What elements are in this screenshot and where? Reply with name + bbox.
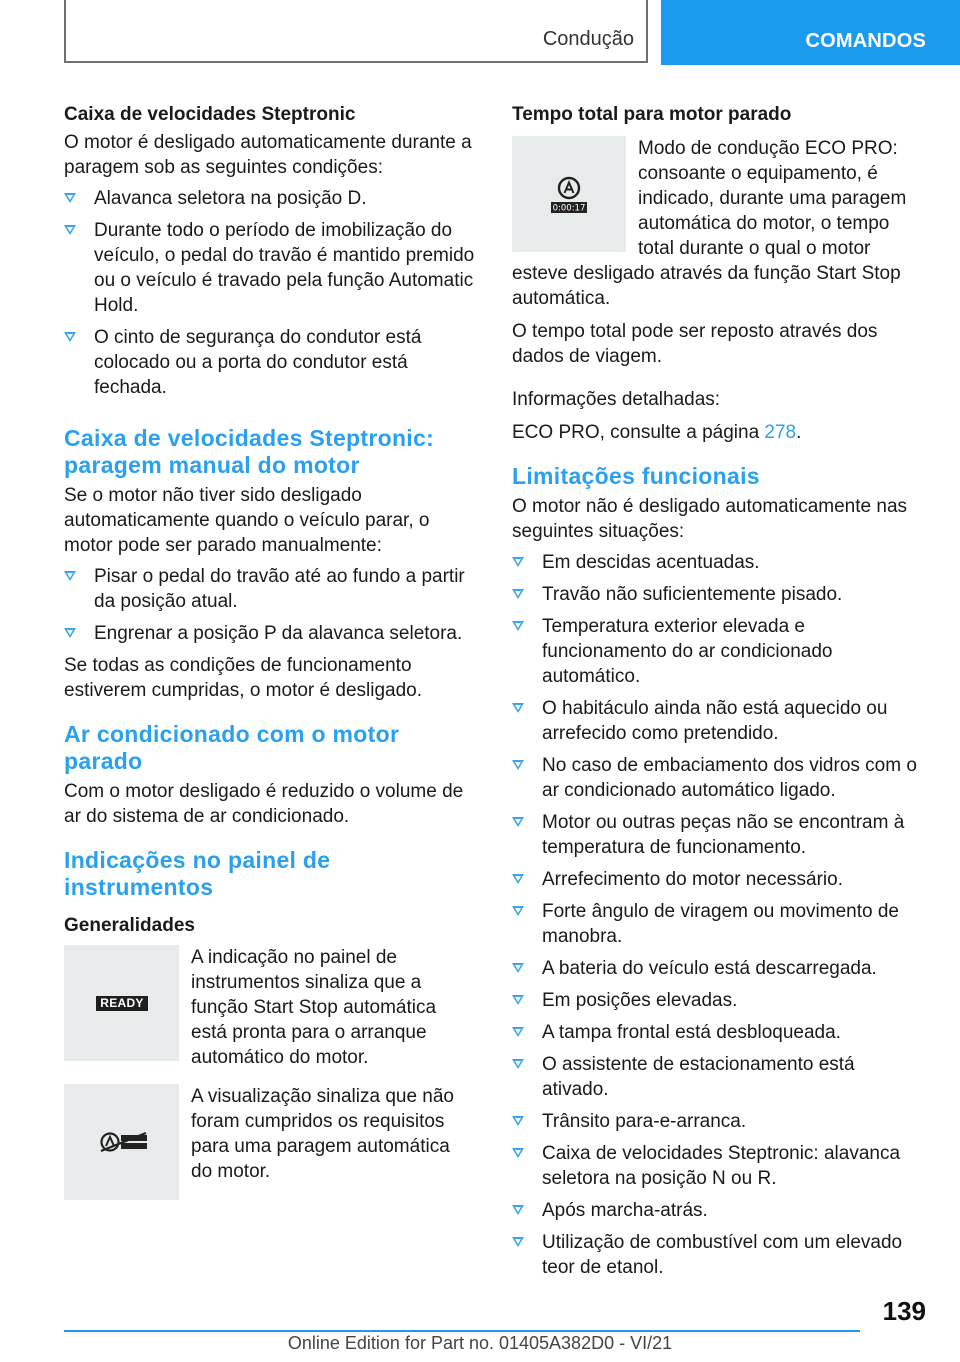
triangle-bullet-icon bbox=[512, 1059, 524, 1069]
list-item: Forte ângulo de viragem ou movimento de manobra. bbox=[512, 899, 926, 949]
header-chapter-tab bbox=[661, 0, 960, 65]
triangle-bullet-icon bbox=[64, 571, 76, 581]
triangle-bullet-icon bbox=[512, 1205, 524, 1215]
list-item: Arrefecimento do motor necessário. bbox=[512, 867, 926, 892]
manual-stop-list bbox=[64, 564, 476, 646]
triangle-bullet-icon bbox=[512, 760, 524, 770]
header-section-tab bbox=[64, 0, 648, 63]
ready-badge: READY bbox=[96, 996, 148, 1011]
total-time-heading: Tempo total para motor parado bbox=[512, 104, 792, 125]
left-column bbox=[64, 102, 476, 1206]
general-subheading: Generalidades bbox=[64, 915, 195, 936]
start-stop-figure-block bbox=[64, 1084, 476, 1206]
auto-start-stop-icon bbox=[549, 174, 589, 214]
steptronic-heading: Caixa de velocidades Steptronic bbox=[64, 104, 356, 125]
list-item: Temperatura exterior elevada e funcionamento do ar condicionado automático. bbox=[512, 614, 926, 689]
reset-text: O tempo total pode ser reposto através dos dados de viagem. bbox=[512, 321, 878, 367]
footer-divider bbox=[64, 1330, 860, 1332]
triangle-bullet-icon bbox=[64, 628, 76, 638]
triangle-bullet-icon bbox=[64, 332, 76, 342]
list-item: Engrenar a posição P da alavanca seletora. bbox=[64, 621, 476, 646]
start-stop-unavailable-image bbox=[64, 1084, 179, 1200]
list-item: Durante todo o período de imobilização do veículo, o pedal do travão é mantido premido ou o veículo é travado pela função Automatic Hold. bbox=[64, 218, 476, 318]
ready-description: A indicação no painel de instrumentos sinaliza que a função Start Stop automática está pronta para o arranque automático do motor. bbox=[191, 947, 437, 1068]
eco-timer-image bbox=[512, 136, 626, 252]
manual-stop-heading: Caixa de velocidades Steptronic: paragem manual do motor bbox=[64, 425, 435, 478]
triangle-bullet-icon bbox=[512, 995, 524, 1005]
list-item: A tampa frontal está desbloqueada. bbox=[512, 1020, 926, 1045]
eco-description: Modo de condução ECO PRO: consoante o equipamento, é indicado, durante uma paragem automática do motor, o tempo total durante o qual o motor esteve desligado através da função Start Stop automática. bbox=[512, 138, 907, 309]
list-item: Pisar o pedal do travão até ao fundo a partir da posição atual. bbox=[64, 564, 476, 614]
triangle-bullet-icon bbox=[512, 557, 524, 567]
triangle-bullet-icon bbox=[512, 589, 524, 599]
ready-indicator-image bbox=[64, 945, 179, 1061]
list-item: O cinto de segurança do condutor está colocado ou a porta do condutor está fechada. bbox=[64, 325, 476, 400]
triangle-bullet-icon bbox=[64, 225, 76, 235]
manual-stop-outro: Se todas as condições de funcionamento estiverem cumpridas, o motor é desligado. bbox=[64, 655, 422, 701]
triangle-bullet-icon bbox=[512, 906, 524, 916]
triangle-bullet-icon bbox=[512, 621, 524, 631]
ac-heading: Ar condicionado com o motor parado bbox=[64, 721, 400, 774]
triangle-bullet-icon bbox=[512, 703, 524, 713]
list-item: Caixa de velocidades Steptronic: alavanca seletora na posição N ou R. bbox=[512, 1141, 926, 1191]
list-item: O habitáculo ainda não está aquecido ou arrefecido como pretendido. bbox=[512, 696, 926, 746]
list-item: Alavanca seletora na posição D. bbox=[64, 186, 476, 211]
page-number: 139 bbox=[882, 1296, 926, 1326]
triangle-bullet-icon bbox=[512, 1237, 524, 1247]
page-link-278[interactable]: 278 bbox=[764, 422, 797, 443]
info-reference: ECO PRO, consulte a página 278. bbox=[512, 422, 802, 443]
triangle-bullet-icon bbox=[512, 963, 524, 973]
list-item: No caso de embaciamento dos vidros com o ar condicionado automático ligado. bbox=[512, 753, 926, 803]
list-item: Travão não suficientemente pisado. bbox=[512, 582, 926, 607]
triangle-bullet-icon bbox=[512, 874, 524, 884]
list-item: A bateria do veículo está descarregada. bbox=[512, 956, 926, 981]
right-column bbox=[512, 102, 926, 1287]
list-item: Em descidas acentuadas. bbox=[512, 550, 926, 575]
list-item: Motor ou outras peças não se encontram à temperatura de funcionamento. bbox=[512, 810, 926, 860]
header-section-label: Condução bbox=[542, 28, 634, 50]
list-item: Em posições elevadas. bbox=[512, 988, 926, 1013]
manual-stop-intro: Se o motor não tiver sido desligado automaticamente quando o veículo parar, o motor pode ser parado manualmente: bbox=[64, 485, 430, 556]
ac-text: Com o motor desligado é reduzido o volume de ar do sistema de ar condicionado. bbox=[64, 781, 464, 827]
start-stop-description: A visualização sinaliza que não foram cumpridos os requisitos para uma paragem automática do motor. bbox=[191, 1086, 455, 1182]
list-item: Utilização de combustível com um elevado teor de etanol. bbox=[512, 1230, 926, 1280]
triangle-bullet-icon bbox=[512, 1116, 524, 1126]
limitations-list bbox=[512, 550, 926, 1280]
instrument-panel-heading: Indicações no painel de instrumentos bbox=[64, 847, 331, 900]
list-item: Trânsito para-e-arranca. bbox=[512, 1109, 926, 1134]
list-item: Após marcha-atrás. bbox=[512, 1198, 926, 1223]
eco-time-readout: 0:00:17 bbox=[552, 203, 586, 214]
header-chapter-label: COMANDOS bbox=[805, 30, 926, 52]
triangle-bullet-icon bbox=[64, 193, 76, 203]
triangle-bullet-icon bbox=[512, 817, 524, 827]
edition-note: Online Edition for Part no. 01405A382D0 - VI/21 bbox=[287, 1333, 673, 1353]
ready-figure-block bbox=[64, 945, 476, 1070]
list-item: O assistente de estacionamento está ativado. bbox=[512, 1052, 926, 1102]
info-label: Informações detalhadas: bbox=[512, 389, 721, 410]
start-stop-crossed-icon bbox=[99, 1129, 149, 1155]
steptronic-intro: O motor é desligado automaticamente durante a paragem sob as seguintes condições: bbox=[64, 132, 472, 178]
triangle-bullet-icon bbox=[512, 1027, 524, 1037]
eco-figure-block bbox=[512, 136, 926, 311]
triangle-bullet-icon bbox=[512, 1148, 524, 1158]
limitations-heading: Limitações funcionais bbox=[512, 463, 760, 489]
steptronic-conditions-list bbox=[64, 186, 476, 400]
limitations-intro: O motor não é desligado automaticamente nas seguintes situações: bbox=[512, 496, 908, 542]
